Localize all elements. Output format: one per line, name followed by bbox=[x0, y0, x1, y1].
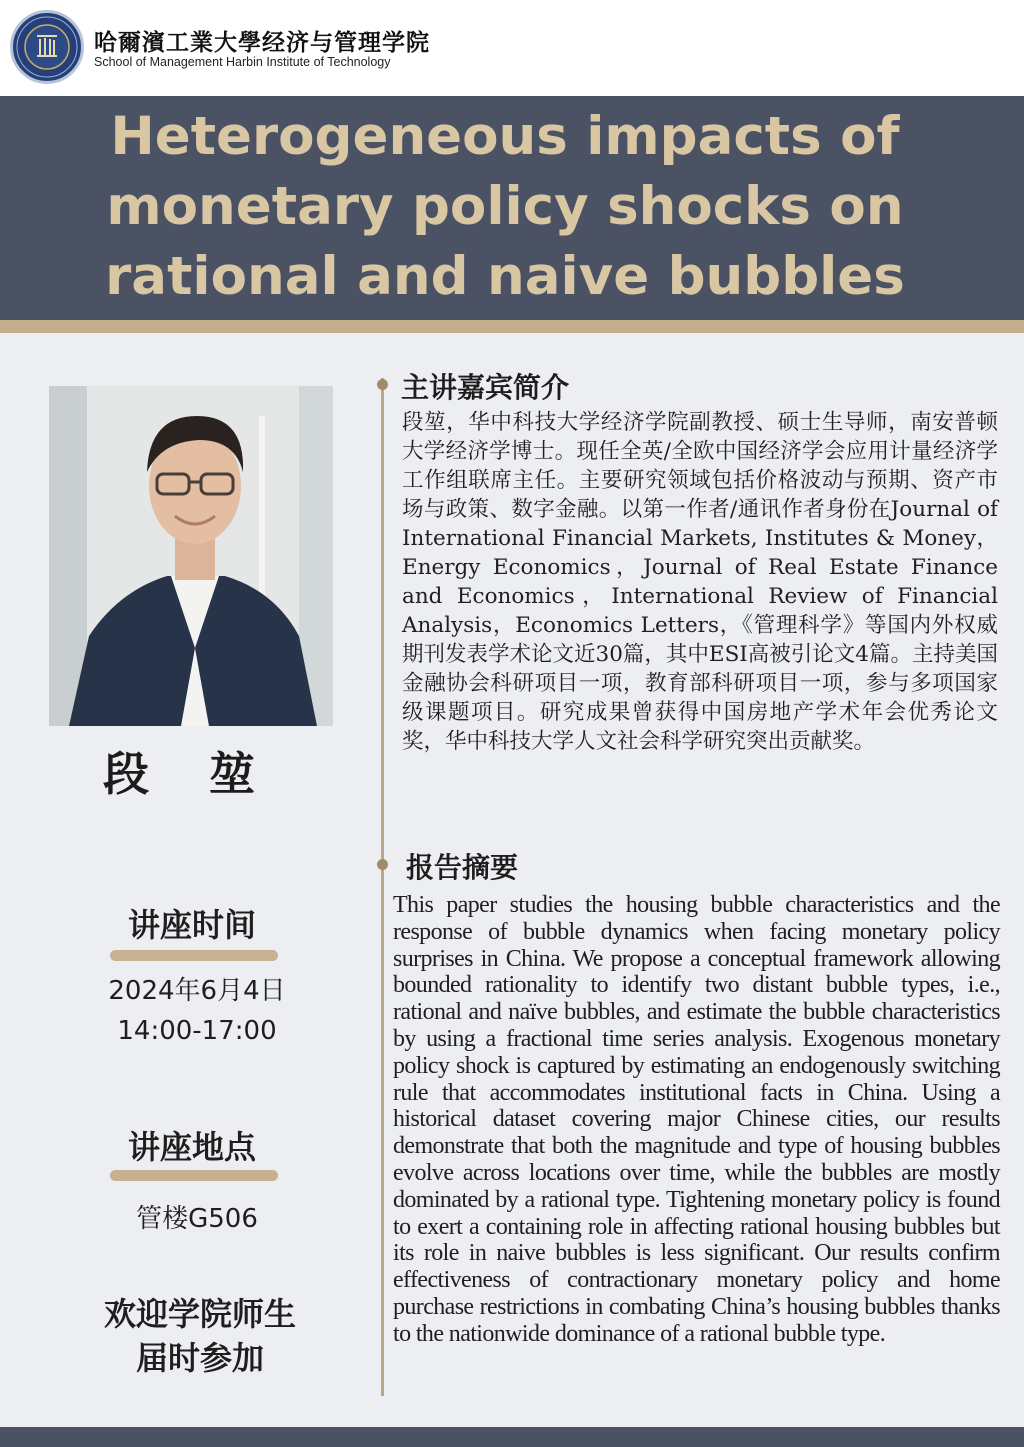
column-divider bbox=[381, 378, 384, 1396]
speaker-name: 段 堃 bbox=[102, 747, 277, 801]
bio-text: 段堃，华中科技大学经济学院副教授、硕士生导师，南安普顿大学经济学博士。现任全英/全欧中国经济学会应用计量经济学工作组联席主任。主要研究领域包括价格波动与预期、资产市场与政策、数字金融。以第一作者/通讯作者身份在Journal of International Financial Markets, Institutes & Money，Energy Economics，Journal of Real Estate Finance and Economics，International Review of Financial Analysis，Economics Letters，《管理科学》等国内外权威期刊发表学术论文近30篇，其中ESI高被引论文4篇。主持美国金融协会科研项目一项，教育部科研项目一项，参与多项国家级课题项目。研究成果曾获得中国房地产学术年会优秀论文奖，华中科技大学人文社会科学研究突出贡献奖。 bbox=[402, 410, 998, 754]
talk-title: Heterogeneous impacts of monetary policy shocks on rational and naive bubbles bbox=[105, 106, 905, 307]
lecture-time: 14:00-17:00 bbox=[117, 1016, 277, 1046]
welcome-message bbox=[60, 1292, 340, 1380]
abstract-bullet-dot bbox=[377, 859, 388, 870]
abstract-text: This paper studies the housing bubble characteristics and the response of bubble dynamics when facing monetary policy surprises in China. We propose a conceptual framework allowing bounded rationality to identify two distant bubble types, i.e., rational and naïve bubbles, and estimate the bubble characteristics by using a fractional time series analysis. Exogenous monetary policy shock is captured by estimating an endogenously switching rule that accommodates institutional facts in China. Using a historical dataset covering major Chinese cities, our results demonstrate that both the magnitude and type of housing bubbles evolve across locations over time, while the bubbles are mostly dominated by a rational type. Tightening monetary policy is found to exert a containing role in affecting rational housing bubbles but its role in naive bubbles is less significant. Our results confirm effectiveness of contractionary monetary policy and home purchase restrictions in combating China’s housing bubbles thanks to the nationwide dominance of a rational bubble type. bbox=[393, 892, 1000, 1347]
welcome-line-2: 届时参加 bbox=[135, 1339, 264, 1377]
footer-bar bbox=[0, 1427, 1024, 1447]
lecture-date: 2024年6月4日 bbox=[108, 976, 286, 1006]
university-seal-icon bbox=[10, 10, 84, 84]
lecture-time-heading: 讲座时间 bbox=[127, 906, 256, 944]
welcome-line-1: 欢迎学院师生 bbox=[103, 1295, 296, 1333]
school-name-chinese: 哈爾濱工業大學经济与管理学院 bbox=[94, 29, 430, 56]
abstract-heading: 报告摘要 bbox=[406, 851, 519, 884]
speaker-portrait bbox=[49, 386, 333, 726]
school-header bbox=[0, 0, 1024, 96]
title-underline bbox=[0, 320, 1024, 333]
lecture-place-heading: 讲座地点 bbox=[127, 1128, 256, 1166]
bio-bullet-dot bbox=[377, 379, 388, 390]
time-heading-underline bbox=[110, 950, 278, 961]
place-heading-underline bbox=[110, 1170, 278, 1181]
bio-heading: 主讲嘉宾简介 bbox=[401, 371, 570, 404]
school-name-english: School of Management Harbin Institute of Technology bbox=[94, 55, 391, 69]
lecture-place: 管楼G506 bbox=[136, 1204, 258, 1234]
